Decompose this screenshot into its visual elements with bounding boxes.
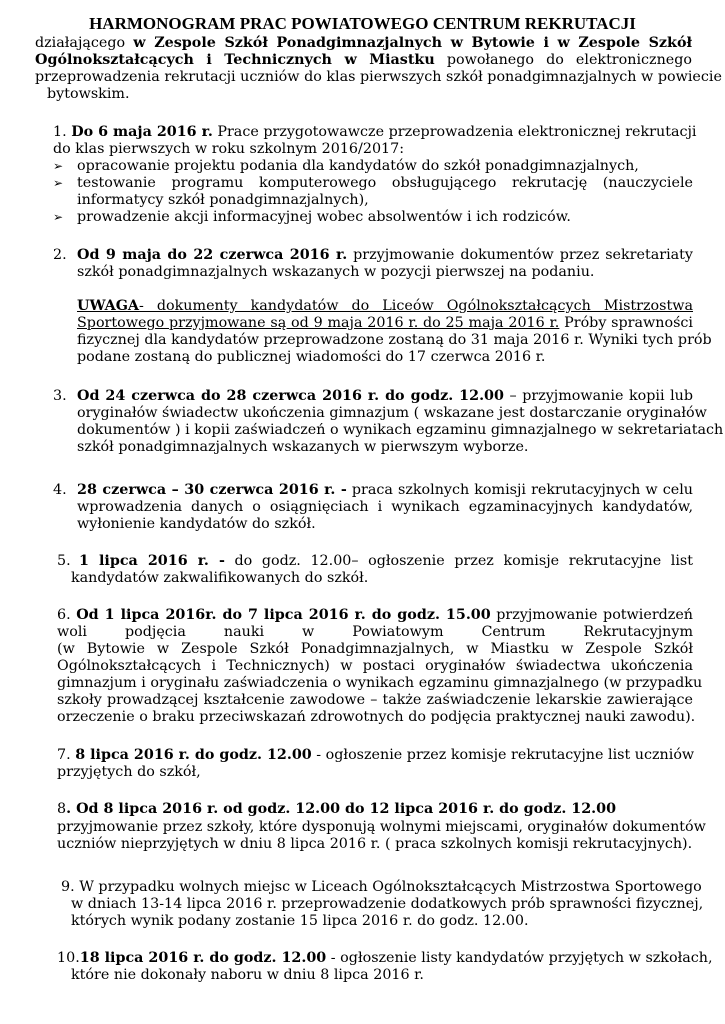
item-2-line-2: szkół ponadgimnazjalnych wskazanych w pozycji pierwszej na podaniu. [77, 264, 595, 280]
item-text: do godz. 12.00– ogłoszenie przez komisje rekrutacyjne list [224, 553, 693, 569]
item-2-number: 2. [53, 247, 67, 263]
item-3-number: 3. [53, 388, 67, 404]
item-9-line-1 [61, 879, 702, 896]
item-5-line-1 [79, 553, 693, 570]
note-text: Próby sprawności [559, 315, 693, 331]
item-2-note-line-2 [77, 315, 693, 332]
item-text: przyjmowanie potwierdzeń [490, 607, 694, 623]
item-3-line-4: szkół ponadgimnazjalnych wskazanych w pierwszym wyborze. [77, 439, 529, 455]
item-7-line-2: przyjętych do szkół, [57, 764, 201, 780]
item-date: 28 czerwca – 30 czerwca 2016 r. - [77, 482, 347, 498]
item-date: Do 6 maja 2016 r. [71, 124, 213, 140]
item-text: przyjmowanie dokumentów przez sekretariaty [347, 247, 693, 263]
item-8-line-1 [57, 801, 616, 818]
intro-institution: Ogólnokształcących i Technicznych w Miastku [35, 52, 435, 68]
item-2-note-line-3: fizycznej dla kandydatów przeprowadzone zostaną do 31 maja 2016 r. Wyniki tych prób [77, 332, 712, 348]
item-text: – przyjmowanie kopii lub [503, 388, 694, 404]
item-number: 10. [57, 950, 80, 966]
item-3-line-1 [77, 388, 693, 405]
item-4-line-2: wprowadzenia danych o osiągnięciach i wynikach egzaminacyjnych kandydatów, [77, 499, 693, 515]
item-6-line-5: gimnazjum i oryginału zaświadczenia o wynikach egzaminu gimnazjalnego (w przypadku [57, 675, 703, 691]
item-5-number: 5. [57, 553, 71, 569]
intro-text: działającego [35, 35, 134, 51]
item-1-line-1 [53, 124, 697, 141]
item-6-line-6: szkoły prowadzącej kształcenie zawodowe – także zaświadczenie lekarskie zawierające [57, 692, 693, 708]
item-6-line-4: Ogólnokształcących i Technicznych) w postaci oryginałów świadectwa ukończenia [57, 658, 693, 674]
item-1-bullet-2: testowanie programu komputerowego obsługującego rekrutację (nauczyciele [77, 175, 693, 191]
item-date: . Od 8 lipca 2016 r. od godz. 12.00 do 12 lipca 2016 r. do godz. 12.00 [66, 801, 617, 817]
item-6-line-2: woli podjęcia nauki w Powiatowym Centrum Rekrutacyjnym [57, 624, 693, 640]
note-label: UWAGA [77, 298, 140, 314]
item-number: 1. [53, 124, 72, 140]
item-number: 6. [57, 607, 77, 623]
item-3-line-3: dokumentów ) i kopii zaświadczeń o wynikach egzaminu gimnazjalnego w sekretariatach [77, 422, 724, 438]
item-text: W przypadku wolnych miejsc w Liceach Ogólnokształcących Mistrzostwa Sportowego [79, 879, 702, 895]
item-text: Prace przygotowawcze przeprowadzenia elektronicznej rekrutacji [212, 124, 697, 140]
item-10-line-2: które nie dokonały naboru w dniu 8 lipca 2016 r. [71, 967, 424, 983]
item-date: Od 9 maja do 22 czerwca 2016 r. [77, 247, 348, 263]
item-10-line-1 [57, 950, 713, 967]
item-8-line-2: przyjmowanie przez szkoły, które dysponują wolnymi miejscami, oryginałów dokumentów [57, 819, 706, 835]
item-2-line-1 [77, 247, 693, 264]
item-1-bullet-2-cont: informatycy szkół ponadgimnazjalnych), [77, 192, 369, 208]
item-2-note-line-1 [77, 298, 693, 315]
arrow-bullet-icon: ➢ [53, 176, 64, 190]
item-7-line-1 [57, 747, 694, 764]
intro-line-1 [35, 35, 692, 52]
item-3-line-2: oryginałów świadectw ukończenia gimnazjum ( wskazane jest dostarczanie oryginałów [77, 405, 707, 421]
item-4-number: 4. [53, 482, 67, 498]
item-date: Od 1 lipca 2016r. do 7 lipca 2016 r. do godz. 15.00 [76, 607, 491, 623]
item-2-note-line-4: podane zostaną do publicznej wiadomości do 17 czerwca 2016 r. [77, 349, 546, 365]
intro-line-3: przeprowadzenia rekrutacji uczniów do klas pierwszych szkół ponadgimnazjalnych w powiecie [35, 69, 722, 85]
item-number: 8 [57, 801, 67, 817]
item-number: 7. [57, 747, 76, 763]
note-text: - dokumenty kandydatów do Liceów Ogólnokształcących Mistrzostwa [139, 298, 693, 314]
item-date: 8 lipca 2016 r. do godz. 12.00 [75, 747, 312, 763]
arrow-bullet-icon: ➢ [53, 210, 64, 224]
item-date: Od 24 czerwca do 28 czerwca 2016 r. do godz. 12.00 [77, 388, 504, 404]
item-number: 9. [61, 879, 80, 895]
item-6-line-3: (w Bytowie w Zespole Szkół Ponadgimnazjalnych, w Miastku w Zespole Szkół [57, 641, 693, 657]
item-1-bullet-1: opracowanie projektu podania dla kandydatów do szkół ponadgimnazjalnych, [77, 158, 639, 174]
item-date: 1 lipca 2016 r. - [79, 553, 225, 569]
note-text: Sportowego przyjmowane są od 9 maja 2016 r. do 25 maja 2016 r. [77, 315, 560, 331]
item-4-line-3: wyłonienie kandydatów do szkół. [77, 516, 316, 532]
item-8-line-3: uczniów nieprzyjętych w dniu 8 lipca 2016 r. ( praca szkolnych komisji rekrutacyjnych). [57, 836, 693, 852]
arrow-bullet-icon: ➢ [53, 159, 64, 173]
item-6-line-1 [57, 607, 693, 624]
item-text: - ogłoszenie przez komisje rekrutacyjne list uczniów [311, 747, 695, 763]
item-5-line-2: kandydatów zakwalifikowanych do szkół. [71, 570, 369, 586]
item-text: - ogłoszenie listy kandydatów przyjętych w szkołach, [326, 950, 713, 966]
item-1-bullet-3: prowadzenie akcji informacyjnej wobec absolwentów i ich rodziców. [77, 209, 571, 225]
intro-line-4: bytowskim. [47, 86, 130, 102]
item-1-line-2: do klas pierwszych w roku szkolnym 2016/2017: [53, 141, 405, 157]
intro-text: powołanego do elektronicznego [434, 52, 693, 68]
item-6-line-7: orzeczenie o braku przeciwskazań zdrowotnych do podjęcia praktycznej nauki zawodu). [57, 709, 696, 725]
item-4-line-1 [77, 482, 693, 499]
document-title: HARMONOGRAM PRAC POWIATOWEGO CENTRUM REKRUTACJI [89, 14, 636, 33]
item-9-line-2: w dniach 13-14 lipca 2016 r. przeprowadzenie dodatkowych prób sprawności fizycznej, [71, 896, 704, 912]
intro-institution: w Zespole Szkół Ponadgimnazjalnych w Bytowie i w Zespole Szkół [133, 35, 692, 51]
intro-line-2 [35, 52, 692, 69]
item-text: praca szkolnych komisji rekrutacyjnych w celu [346, 482, 693, 498]
item-date: 18 lipca 2016 r. do godz. 12.00 [79, 950, 327, 966]
item-9-line-3: których wynik podany zostanie 15 lipca 2016 r. do godz. 12.00. [71, 913, 529, 929]
